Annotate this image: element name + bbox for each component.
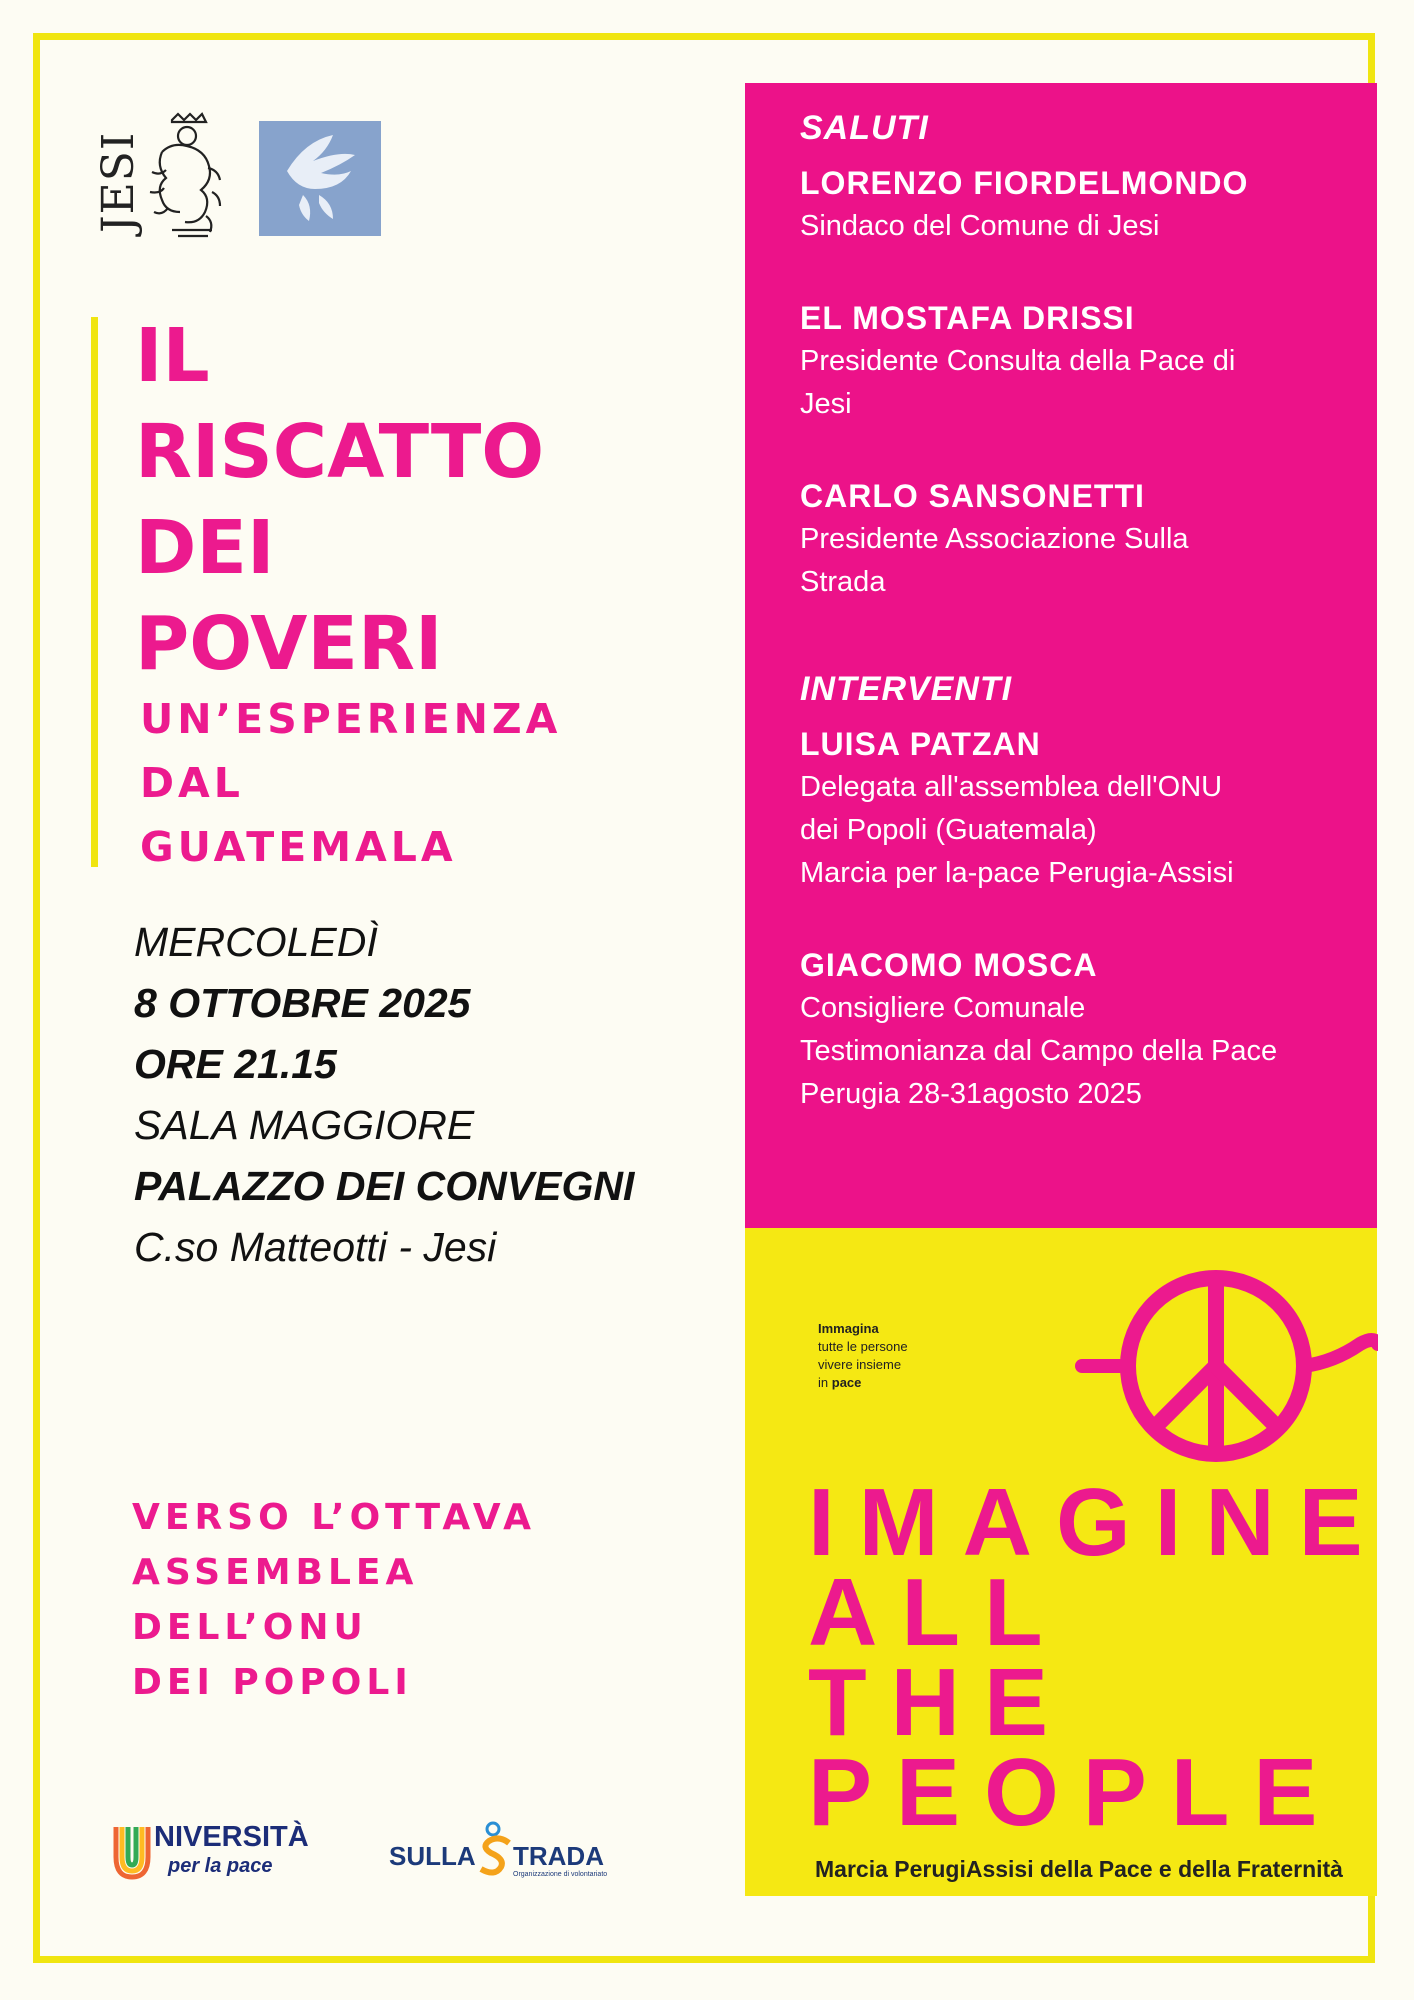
main-title xyxy=(135,308,544,692)
peace-dove-logo xyxy=(259,121,381,236)
small-line: pace xyxy=(831,1375,862,1390)
strada-text: TRADA xyxy=(513,1841,604,1871)
event-day: MERCOLEDÌ xyxy=(134,919,378,965)
speaker-role: Marcia per la-pace Perugia-Assisi xyxy=(800,857,1234,889)
dove-icon xyxy=(259,121,381,236)
event-address: C.so Matteotti - Jesi xyxy=(134,1224,497,1270)
subtitle xyxy=(140,687,561,879)
sulla-text: SULLA xyxy=(389,1841,476,1871)
speaker-role: Delegata all'assemblea dell'ONU xyxy=(800,771,1223,803)
speaker-role: Perugia 28-31agosto 2025 xyxy=(800,1078,1142,1110)
title-accent-bar xyxy=(91,317,98,867)
towards-line: DEI POPOLI xyxy=(132,1662,413,1703)
speaker-item xyxy=(800,161,1360,248)
speaker-role: Testimonianza dal Campo della Pace xyxy=(800,1035,1278,1067)
speaker-name: EL MOSTAFA DRISSI xyxy=(800,300,1135,336)
speaker-name: LUISA PATZAN xyxy=(800,726,1041,762)
event-time: ORE 21.15 xyxy=(134,1041,337,1087)
small-line: tutte le persone xyxy=(818,1339,908,1354)
saluti-heading: SALUTI xyxy=(800,109,929,147)
jesi-city-logo xyxy=(93,112,232,242)
imagine-small-text xyxy=(818,1320,908,1392)
speaker-item xyxy=(800,722,1360,895)
title-line: IL xyxy=(135,313,210,399)
small-line: vivere insieme xyxy=(818,1357,902,1372)
speaker-role: Consigliere Comunale xyxy=(800,992,1086,1024)
speaker-name: GIACOMO MOSCA xyxy=(800,947,1098,983)
big-line: ALL xyxy=(808,1559,1067,1666)
event-date: 8 OTTOBRE 2025 xyxy=(134,980,471,1026)
towards-line: DELL’ONU xyxy=(132,1607,368,1648)
big-line: PEOPLE xyxy=(808,1739,1342,1846)
speaker-item xyxy=(800,474,1360,604)
big-line: IMAGINE xyxy=(808,1469,1387,1576)
speaker-role: Strada xyxy=(800,566,886,598)
towards-line: ASSEMBLEA xyxy=(132,1552,419,1593)
small-line: in xyxy=(818,1375,829,1390)
subtitle-line: DAL xyxy=(140,759,244,807)
speaker-role: dei Popoli (Guatemala) xyxy=(800,814,1097,846)
title-line: DEI xyxy=(135,505,275,591)
universita-per-la-pace-logo xyxy=(112,1815,354,1891)
title-line: POVERI xyxy=(135,601,443,687)
towards-assembly xyxy=(132,1490,536,1710)
universita-text: NIVERSITÀ xyxy=(154,1821,309,1853)
program-content xyxy=(800,105,1360,1116)
speaker-role: Presidente Associazione Sulla xyxy=(800,523,1189,555)
interventi-heading: INTERVENTI xyxy=(800,670,1013,708)
imagine-all-the-people xyxy=(808,1469,1387,1846)
event-venue: PALAZZO DEI CONVEGNI xyxy=(134,1163,635,1209)
speaker-role: Presidente Consulta della Pace di xyxy=(800,345,1236,377)
event-details xyxy=(134,912,634,1278)
event-room: SALA MAGGIORE xyxy=(134,1102,475,1148)
subtitle-line: UN’ESPERIENZA xyxy=(140,695,562,743)
rainbow-u-icon xyxy=(112,1823,152,1883)
sulla-strada-logo xyxy=(385,1815,625,1891)
peace-glasses-icon xyxy=(1068,1248,1378,1488)
lion-crest-icon xyxy=(142,112,232,242)
speaker-role: Sindaco del Comune di Jesi xyxy=(800,210,1160,242)
program-panel xyxy=(745,83,1377,1228)
speaker-item xyxy=(800,943,1360,1116)
marcia-footer: Marcia PerugiAssisi della Pace e della Fraternità xyxy=(815,1856,1343,1882)
towards-line: VERSO L’OTTAVA xyxy=(132,1497,537,1538)
big-line: THE xyxy=(808,1649,1072,1756)
speaker-name: LORENZO FIORDELMONDO xyxy=(800,165,1249,201)
universita-subtext: per la pace xyxy=(168,1855,273,1877)
speaker-role: Jesi xyxy=(800,388,852,420)
speaker-item xyxy=(800,296,1360,426)
subtitle-line: GUATEMALA xyxy=(140,823,457,871)
small-line: Immagina xyxy=(818,1321,879,1336)
title-line: RISCATTO xyxy=(135,409,545,495)
jesi-logo-text: JESI xyxy=(93,131,144,233)
strada-tagline: Organizzazione di volontariato xyxy=(513,1871,608,1878)
speaker-name: CARLO SANSONETTI xyxy=(800,478,1145,514)
